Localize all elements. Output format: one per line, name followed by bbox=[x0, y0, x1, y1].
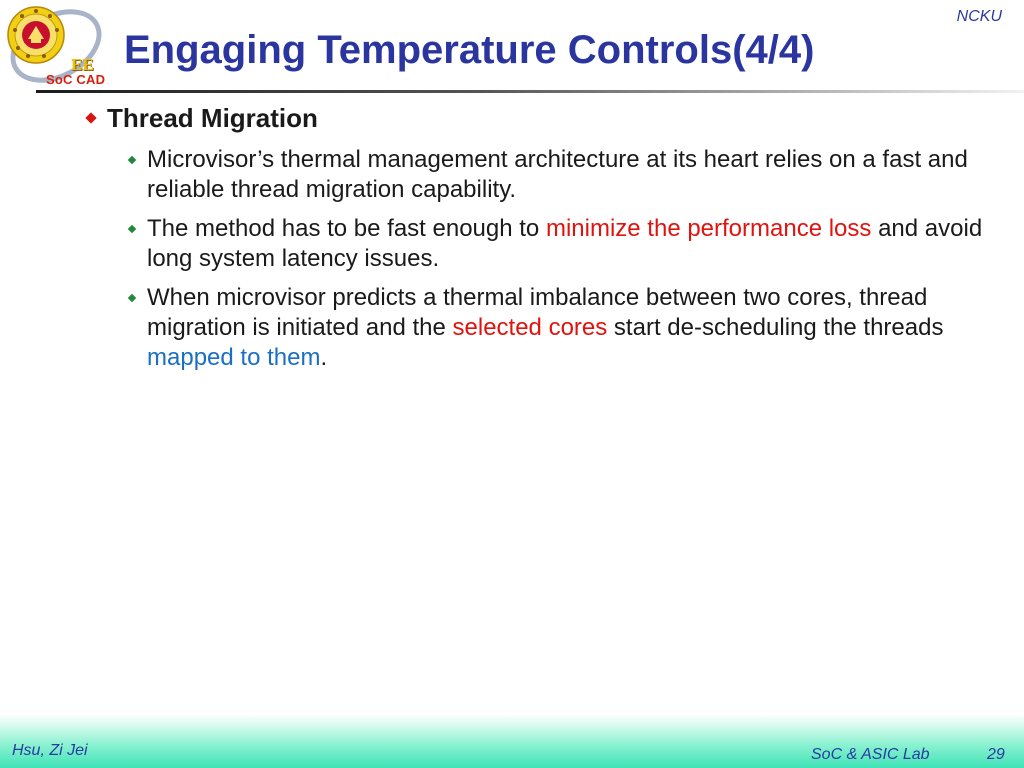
title-divider bbox=[36, 90, 1024, 93]
diamond-bullet-icon bbox=[128, 294, 136, 302]
sub-bullet-list bbox=[84, 145, 1004, 373]
sub-bullet-item bbox=[84, 283, 1004, 373]
sub-bullet-item bbox=[84, 145, 1004, 205]
logo-caption: SoC CAD bbox=[46, 72, 106, 87]
ee-soc-cad-logo bbox=[4, 2, 108, 88]
sub-bullet-item bbox=[84, 214, 1004, 274]
diamond-bullet-icon bbox=[85, 112, 96, 123]
highlight-red-text: minimize the performance loss bbox=[545, 215, 872, 242]
page-number: 29 bbox=[987, 746, 1005, 763]
diamond-bullet-icon bbox=[128, 156, 136, 164]
slide-content bbox=[84, 101, 1004, 382]
highlight-red-text: selected cores bbox=[452, 314, 608, 341]
bullet-level1 bbox=[84, 101, 1004, 135]
org-label: NCKU bbox=[956, 8, 1002, 25]
bullet-text: . bbox=[320, 344, 328, 371]
bullet-text: The method has to be fast enough to bbox=[147, 215, 546, 242]
bullet-text: Microvisor’s thermal management architecture at its heart relies on a fast and reliable thread migration capability. bbox=[147, 146, 968, 203]
bullet-text: When microvisor predicts a thermal imbalance between two cores, thread migration is initiated and the bbox=[147, 284, 928, 341]
bullet-text: and avoid long system latency issues. bbox=[147, 215, 983, 272]
footer-lab: SoC & ASIC Lab bbox=[811, 746, 930, 763]
heading-text: Thread Migration bbox=[107, 103, 318, 133]
logo-ee-text: EE bbox=[71, 55, 94, 74]
diamond-bullet-icon bbox=[128, 225, 136, 233]
highlight-blue-text: mapped to them bbox=[147, 344, 321, 371]
slide-title: Engaging Temperature Controls(4/4) bbox=[124, 28, 815, 72]
bullet-text: start de-scheduling the threads bbox=[607, 314, 944, 341]
footer-author: Hsu, Zi Jei bbox=[12, 742, 88, 759]
